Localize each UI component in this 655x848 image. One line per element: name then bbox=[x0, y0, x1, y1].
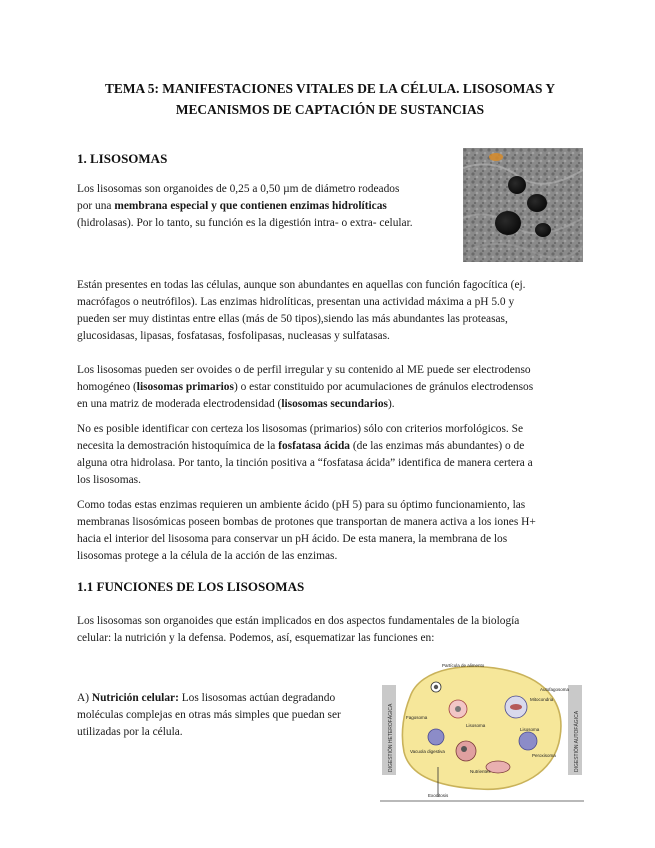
paragraph-nutrition bbox=[77, 690, 341, 741]
text-line: los lisosomas. bbox=[77, 474, 141, 486]
text-line: Los lisosomas son organoides que están implicados en dos aspectos fundamentales de la biología bbox=[77, 615, 520, 627]
page-title-line-2: MECANISMOS DE CAPTACIÓN DE SUSTANCIAS bbox=[175, 102, 485, 117]
paragraph-intro bbox=[77, 181, 413, 232]
bold-term: lisosomas secundarios bbox=[281, 398, 388, 410]
text-line: utilizadas por la célula. bbox=[77, 726, 183, 738]
text-line: Los lisosomas son organoides de 0,25 a 0,50 µm de diámetro rodeados bbox=[77, 183, 400, 195]
text-line: homogéneo (lisosomas primarios) o estar constituido por acumulaciones de gránulos electrodensos bbox=[77, 381, 534, 393]
paragraph-functions-intro bbox=[77, 613, 519, 647]
text-line: glucosidasas, lipasas, fosfatasas, fosfolipasas, nucleasas y sulfatasas. bbox=[77, 330, 390, 342]
text-line: lisosomas protege a la célula de la acción de las enzimas. bbox=[77, 550, 338, 562]
section-heading-lisosomas: 1. LISOSOMAS bbox=[77, 151, 168, 166]
label-vacuola: Vacuola digestiva bbox=[410, 749, 445, 754]
electron-micrograph-image bbox=[463, 148, 583, 262]
bold-term: lisosomas primarios bbox=[136, 381, 234, 393]
label-particula: Partícula de alimento bbox=[442, 663, 485, 668]
bold-term: fosfatasa ácida bbox=[278, 440, 350, 452]
lysosome-shape bbox=[428, 729, 444, 745]
label-mitocondria: Mitocondria bbox=[530, 697, 554, 702]
text-line: pueden ser muy distintas entre ellas (más de 50 tipos),siendo las más abundantes las proteasas, bbox=[77, 313, 508, 325]
paragraph-presence bbox=[77, 277, 526, 345]
page-title-line-1: TEMA 5: MANIFESTACIONES VITALES DE LA CÉLULA. LISOSOMAS Y bbox=[104, 81, 556, 96]
label-fagosoma: Fagosoma bbox=[406, 715, 428, 720]
text-line: por una membrana especial y que contienen enzimas hidrolíticas bbox=[77, 200, 387, 212]
paragraph-acidity bbox=[77, 497, 536, 565]
text-line: moléculas complejas en otras más simples que puedan ser bbox=[77, 709, 341, 721]
left-band-label: DIGESTIÓN HETEROFÁGICA bbox=[388, 703, 394, 772]
bold-term: Nutrición celular: bbox=[91, 692, 179, 704]
paragraph-identification bbox=[77, 421, 533, 489]
text-line: macrófagos o neutrófilos). Las enzimas hidrolíticas, presentan una actividad máxima a pH 5.0 y bbox=[77, 296, 515, 308]
text-line: Como todas estas enzimas requieren un ambiente ácido (pH 5) para su óptimo funcionamiento, las bbox=[77, 499, 526, 511]
label-exocitosis: Exocitosis bbox=[428, 793, 449, 798]
bold-term: membrana especial y que contienen enzimas hidrolíticas bbox=[114, 200, 387, 212]
text-line: Los lisosomas pueden ser ovoides o de perfil irregular y su contenido al ME puede ser electrodenso bbox=[77, 364, 531, 376]
text-line: alguna otra hidrolasa. Por tanto, la tinción positiva a “fosfatasa ácida” identifica de manera certera a bbox=[77, 457, 533, 469]
lysosome-function-diagram bbox=[380, 657, 584, 802]
text-line: membranas lisosómicas poseen bombas de protones que transportan de manera activa a los iones H+ bbox=[77, 516, 536, 528]
text-line: (hidrolasas). Por lo tanto, su función es la digestión intra- o extra- celular. bbox=[77, 217, 413, 229]
paragraph-morphology bbox=[77, 362, 533, 413]
label-lisosoma: Lisosoma bbox=[466, 723, 486, 728]
label-autofagosoma: Autofagosoma bbox=[540, 687, 570, 692]
text-line: A) Nutrición celular: Los lisosomas actúan degradando bbox=[77, 692, 336, 704]
text-line: Están presentes en todas las células, aunque son abundantes en aquellas con función fagocítica (ej. bbox=[77, 279, 526, 291]
text-line: hacia el interior del lisosoma para conservar un pH ácido. De esta manera, la membrana de los bbox=[77, 533, 508, 545]
label-nutrientes: Nutrientes bbox=[470, 769, 491, 774]
label-lisosoma-2: Lisosoma bbox=[520, 727, 540, 732]
right-band-label: DIGESTIÓN AUTOFÁGICA bbox=[574, 710, 580, 772]
text-line: en una matriz de moderada electrodensidad (lisosomas secundarios). bbox=[77, 398, 395, 410]
text-line: necesita la demostración histoquímica de la fosfatasa ácida (de las enzimas más abundantes) o de bbox=[77, 440, 525, 452]
label-peroxisoma: Peroxisoma bbox=[532, 753, 556, 758]
section-heading-funciones: 1.1 FUNCIONES DE LOS LISOSOMAS bbox=[77, 579, 305, 594]
text-line: No es posible identificar con certeza los lisosomas (primarios) sólo con criterios morfológicos. Se bbox=[77, 423, 524, 435]
text-line: celular: la nutrición y la defensa. Podemos, así, esquematizar las funciones en: bbox=[77, 632, 435, 644]
